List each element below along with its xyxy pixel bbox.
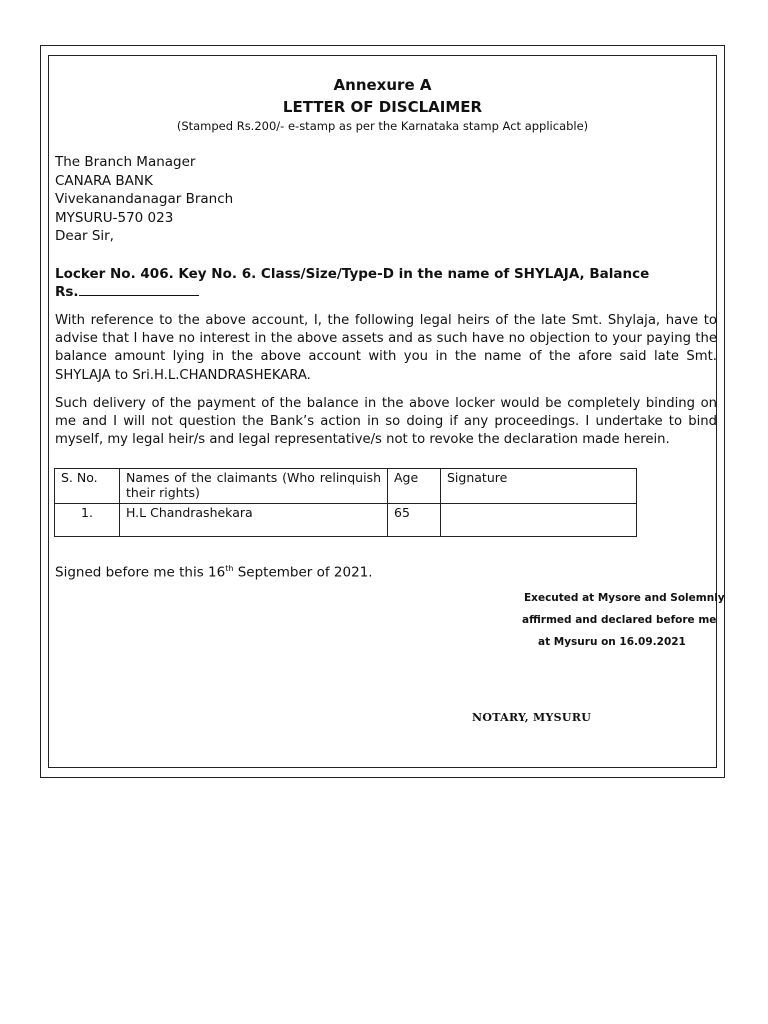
address-line: CANARA BANK — [55, 172, 153, 189]
header-name: Names of the claimants (Who relinquish their rights) — [120, 469, 388, 504]
rs-label: Rs. — [55, 284, 79, 300]
table-row — [55, 504, 637, 537]
execution-line: Executed at Mysore and Solemnly — [524, 592, 725, 604]
salutation: Dear Sir, — [55, 228, 114, 244]
locker-reference-text: Locker No. 406. Key No. 6. Class/Size/Type-D in the name of SHYLAJA, Balance — [55, 266, 650, 282]
address-line: MYSURU-570 023 — [55, 209, 174, 226]
address-line: Vivekanandanagar Branch — [55, 191, 234, 207]
signed-prefix: Signed before me this 16 — [55, 564, 226, 581]
document-title: LETTER OF DISCLAIMER — [282, 98, 483, 116]
cell-signature — [441, 504, 637, 537]
annexure-heading: Annexure A — [333, 76, 432, 94]
date-ordinal: th — [225, 564, 234, 573]
execution-line: affirmed and declared before me — [522, 614, 717, 626]
balance-blank-line — [79, 283, 199, 296]
claimants-table — [54, 468, 637, 537]
cell-age: 65 — [388, 504, 441, 537]
cell-sno: 1. — [55, 504, 120, 537]
table-header-row — [55, 469, 637, 504]
signed-date-line — [55, 564, 373, 581]
address-line: The Branch Manager — [55, 154, 196, 170]
recipient-address — [55, 153, 233, 227]
outer-border — [40, 45, 725, 778]
header-signature: Signature — [441, 469, 637, 504]
document-frame — [48, 55, 725, 768]
locker-reference — [55, 265, 717, 301]
signed-rest: September of 2021. — [233, 564, 373, 581]
notary-label: NOTARY, MYSURU — [472, 711, 592, 724]
cell-name: H.L Chandrashekara — [120, 504, 388, 537]
stamp-note: (Stamped Rs.200/- e-stamp as per the Karnataka stamp Act applicable) — [176, 119, 589, 133]
header-sno: S. No. — [55, 469, 120, 504]
execution-line: at Mysuru on 16.09.2021 — [538, 636, 686, 648]
paragraph-undertaking: Such delivery of the payment of the balance in the above locker would be completely binding on me and I will not question the Bank’s action in so doing if any proceedings. I undertake to bind myself, my legal heir/s and legal representative/s not to revoke the declaration made herein. — [55, 396, 717, 448]
header-age: Age — [388, 469, 441, 504]
paragraph-reference: With reference to the above account, I, the following legal heirs of the late Smt. Shylaja, have to advise that I have no interest in the above assets and as such have no objection to your paying the balance amount lying in the above account with you in the name of the afore said late Smt. SHYLAJA to Sri.H.L.CHANDRASHEKARA. — [55, 313, 717, 383]
